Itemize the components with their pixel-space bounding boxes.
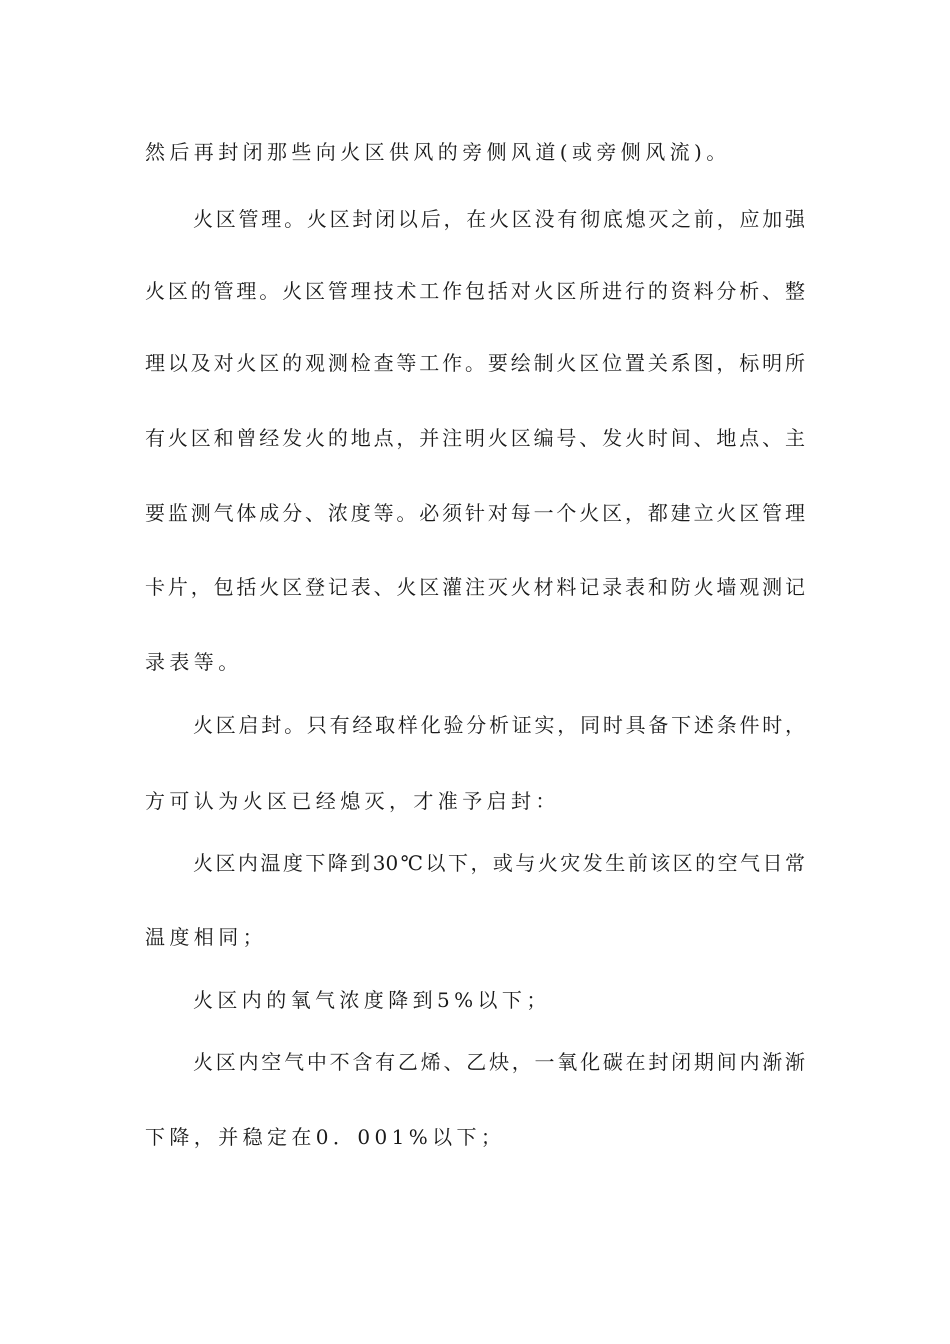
text-line: 录表等。 [145, 650, 243, 674]
paragraph-start-line: 火区管理。火区封闭以后，在火区没有彻底熄灭之前，应加强 [193, 207, 805, 231]
text-line: 方可认为火区已经熄灭，才准予启封： [145, 789, 560, 813]
text-line: 火区的管理。火区管理技术工作包括对火区所进行的资料分析、整 [145, 279, 805, 303]
paragraph-start-line: 火区启封。只有经取样化验分析证实，同时具备下述条件时， [193, 713, 805, 737]
text-line: 然后再封闭那些向火区供风的旁侧风道(或旁侧风流)。 [145, 140, 731, 164]
text-line: 要监测气体成分、浓度等。必须针对每一个火区，都建立火区管理 [145, 501, 805, 525]
text-line: 理以及对火区的观测检查等工作。要绘制火区位置关系图，标明所 [145, 351, 805, 375]
text-line: 有火区和曾经发火的地点，并注明火区编号、发火时间、地点、主 [145, 426, 805, 450]
text-line: 温度相同； [145, 925, 267, 949]
paragraph-start-line: 火区内的氧气浓度降到5%以下； [193, 988, 551, 1012]
paragraph-start-line: 火区内空气中不含有乙烯、乙炔，一氧化碳在封闭期间内渐渐 [193, 1050, 805, 1074]
text-line: 卡片，包括火区登记表、火区灌注灭火材料记录表和防火墙观测记 [145, 575, 805, 599]
text-line: 下降，并稳定在0．001%以下； [145, 1125, 506, 1149]
paragraph-start-line: 火区内温度下降到30℃以下，或与火灾发生前该区的空气日常 [193, 851, 805, 875]
